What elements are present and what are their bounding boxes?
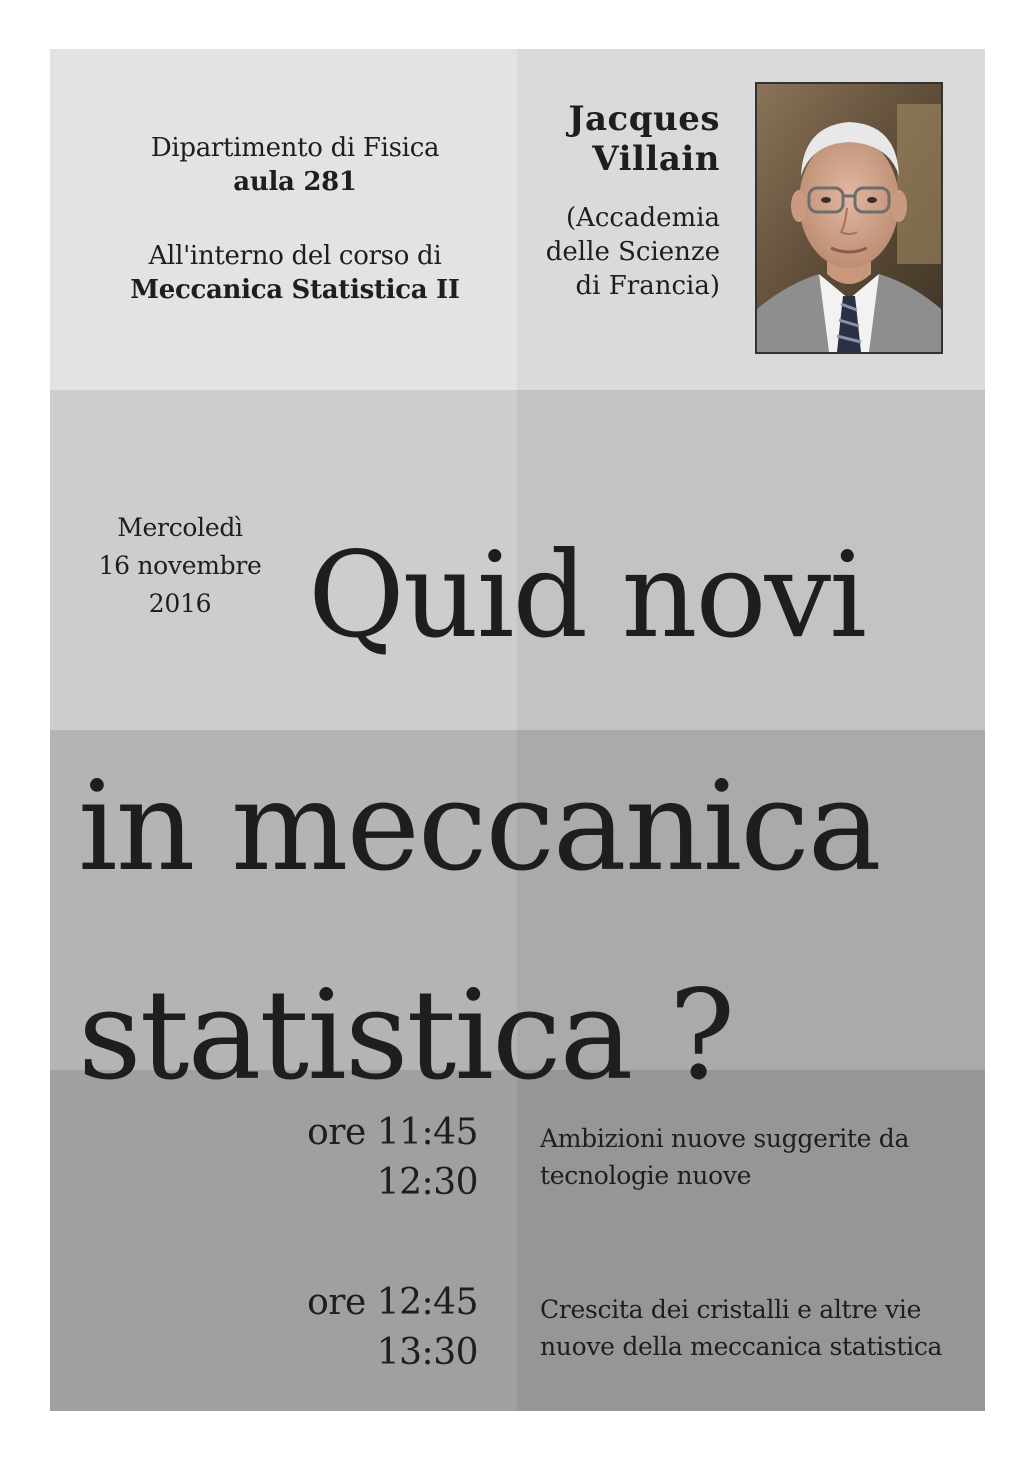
talk-line: nuove della meccanica statistica (540, 1332, 943, 1361)
affiliation-line: (Accademia (565, 203, 720, 233)
speaker-affiliation (460, 201, 720, 303)
affiliation-line: di Francia) (575, 271, 720, 301)
schedule-time-1 (278, 1108, 478, 1208)
date-weekday: Mercoledì (117, 513, 243, 542)
title-line-3: statistica ? (78, 964, 734, 1108)
course-name: Meccanica Statistica II (130, 275, 460, 305)
talk-line: tecnologie nuove (540, 1161, 752, 1190)
speaker-last-name: Villain (592, 139, 720, 179)
title-line-1: Quid novi (308, 526, 865, 664)
speaker-photo (755, 82, 943, 354)
talk-line: Crescita dei cristalli e altre vie (540, 1295, 922, 1324)
talk-title-1 (540, 1120, 985, 1194)
time-start: ore 12:45 (307, 1282, 478, 1323)
time-end: 13:30 (376, 1332, 478, 1373)
date-year: 2016 (148, 589, 212, 618)
speaker-first-name: Jacques (568, 99, 720, 139)
date-day-month: 16 novembre (98, 551, 262, 580)
talk-title-2 (540, 1291, 985, 1365)
room-number: aula 281 (233, 167, 357, 197)
title-line-2: in meccanica (78, 755, 880, 899)
affiliation-line: delle Scienze (545, 237, 720, 267)
course-intro: All'interno del corso di (148, 241, 442, 271)
poster (50, 49, 985, 1411)
talk-line: Ambizioni nuove suggerite da (540, 1124, 910, 1153)
department-name: Dipartimento di Fisica (150, 133, 440, 163)
time-end: 12:30 (376, 1162, 478, 1203)
event-date (70, 509, 290, 623)
speaker-info (460, 99, 720, 303)
portrait-image (757, 84, 941, 352)
time-start: ore 11:45 (307, 1112, 478, 1153)
schedule-time-2 (278, 1278, 478, 1378)
